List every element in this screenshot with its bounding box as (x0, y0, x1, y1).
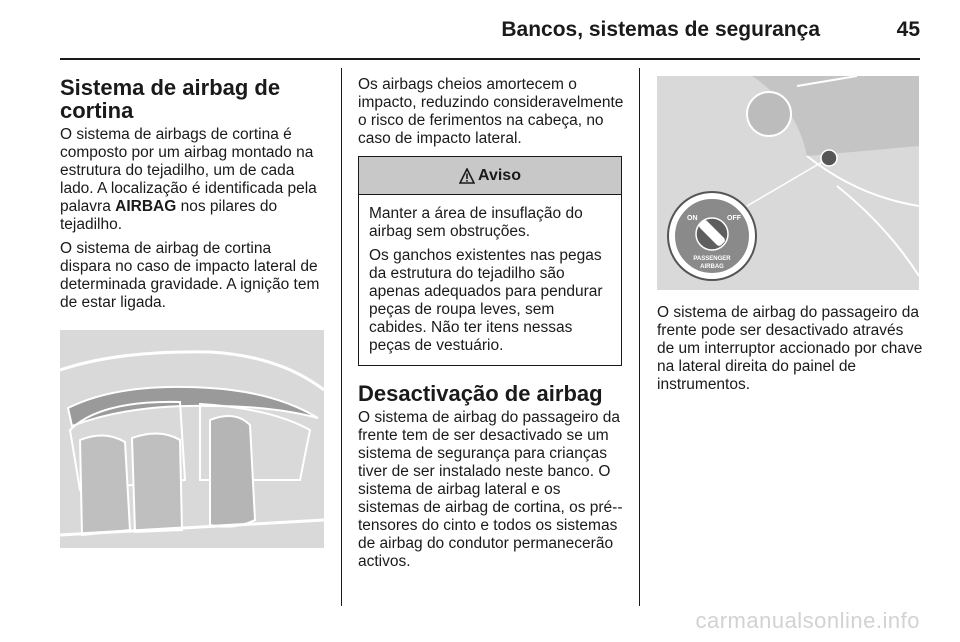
paragraph: O sistema de airbag de cortina dispara no caso de impacto lateral de determinada gravidade. A ignição tem de estar ligada. (60, 240, 320, 311)
warning-icon (459, 168, 475, 184)
switch-passenger-label: PASSENGER (693, 256, 731, 262)
car-interior-drawing (60, 330, 324, 548)
switch-off-label: OFF (727, 215, 741, 222)
paragraph: Os airbags cheios amortecem o impacto, reduzindo consideravelmente o risco de ferimentos na cabeça, no caso de impacto lateral. (358, 76, 624, 147)
figure-caption: O sistema de airbag do passageiro da frente pode ser desactivado através de um interruptor accionado por chave na lateral direita do painel de instrumentos. (657, 304, 923, 393)
warning-paragraph: Manter a área de insuflação do airbag sem obstruções. (369, 205, 583, 240)
column-1 (60, 76, 326, 548)
column-divider (341, 68, 342, 606)
page-header-title: Bancos, sistemas de segurança (501, 18, 820, 41)
warning-header (359, 157, 621, 195)
dashboard-switch-drawing (657, 76, 919, 290)
airbag-switch-illustration (657, 76, 919, 290)
watermark: carmanualsonline.info (695, 608, 920, 633)
header-rule (60, 58, 920, 60)
text: nos pilares do tejadilho. (60, 198, 278, 233)
column-2 (358, 76, 624, 577)
section-heading-curtain-airbag: Sistema de airbag de cortina (60, 75, 281, 123)
warning-box (358, 156, 622, 366)
page-number: 45 (896, 18, 920, 41)
text: O sistema de airbags de cortina é composto por um airbag montado na estrutura do tejadilho, um de cada lado. A localização é identificada pela palavra (60, 126, 317, 215)
warning-paragraph: Os ganchos existentes nas pegas da estrutura do tejadilho são apenas adequados para pendurar peças de roupa leves, sem cabides. Não ter itens nessas peças de vestuário. (369, 247, 603, 354)
section-heading-airbag-deactivation: Desactivação de airbag (358, 381, 603, 406)
paragraph: O sistema de airbag do passageiro da frente tem de ser desactivado se um sistema de segurança para crianças tiver de ser instalado neste banco. O sistema de airbag lateral e os sistemas de airbag de cortina, os pré--tensores do cinto e todos os sistemas de airbag do condutor permanecerão activos. (358, 409, 623, 570)
curtain-airbag-illustration (60, 330, 324, 548)
warning-body (359, 195, 621, 365)
warning-title: Aviso (478, 166, 521, 184)
airbag-label-bold: AIRBAG (115, 198, 177, 215)
switch-airbag-label: AIRBAG (700, 264, 724, 270)
paragraph (60, 126, 326, 234)
column-3 (657, 76, 923, 400)
column-divider (639, 68, 640, 606)
switch-on-label: ON (687, 215, 698, 222)
